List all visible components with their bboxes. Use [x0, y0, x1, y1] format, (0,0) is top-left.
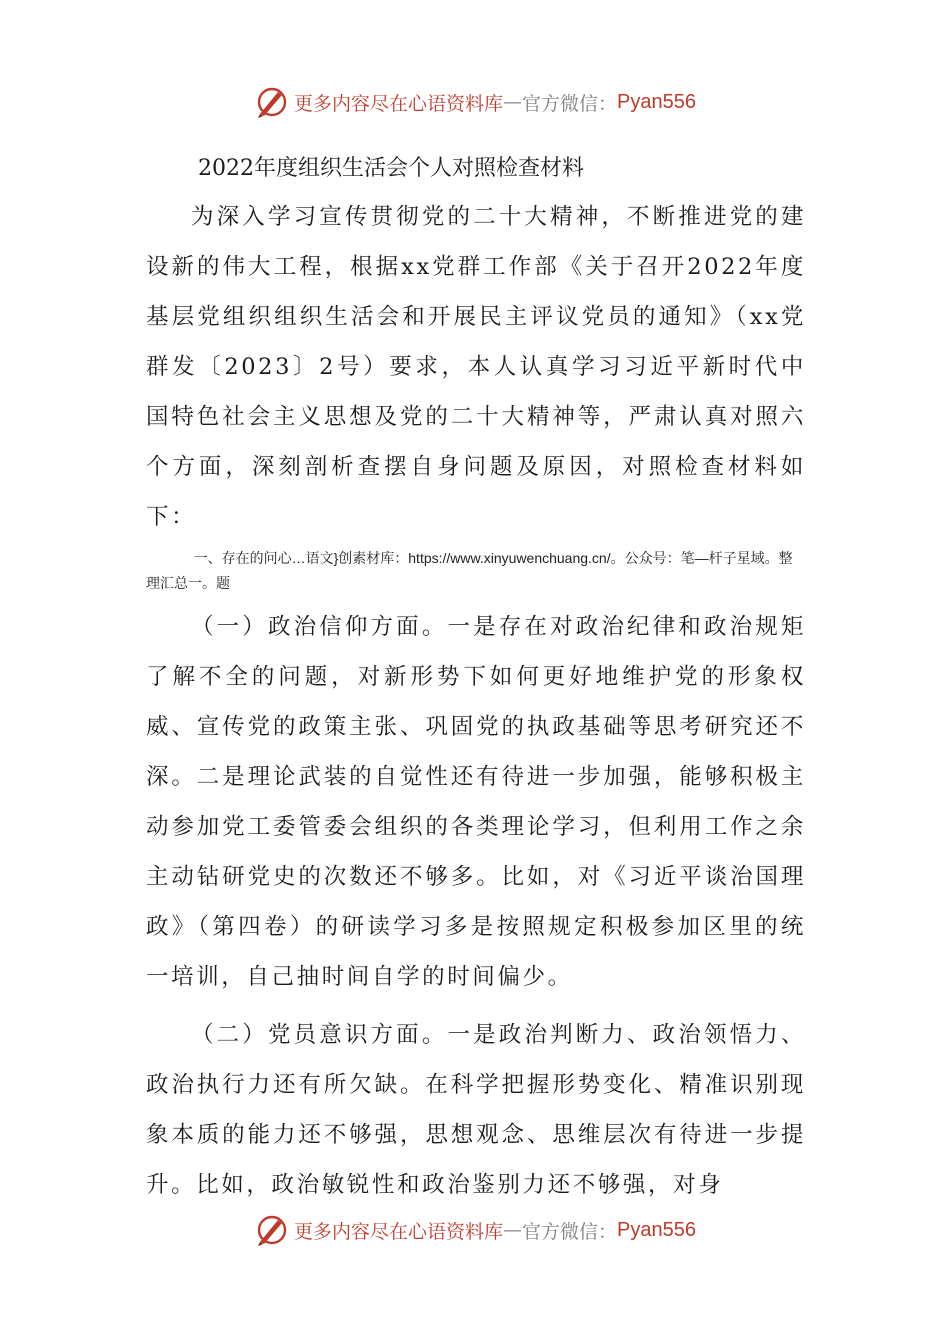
banner-main-text: 更多内容尽在心语资料库 — [294, 92, 504, 115]
header-banner — [0, 82, 950, 122]
intro-paragraph: 为深入学习宣传贯彻党的二十大精神，不断推进党的建设新的伟大工程，根据xx党群工作部《关于召开2022年度基层党组织组织生活会和开展民主评议党员的通知》（xx党群发〔2023〕2号）要求，本人认真学习习近平新时代中国特色社会主义思想及党的二十大精神等，严肃认真对照六个方面，深刻剖析查摆自身问题及原因，对照检查材料如下： — [146, 204, 806, 530]
banner-wechat-id: Pyan556 — [617, 90, 696, 113]
watermark-note: 一、存在的问心…语文}创素材库：https://www.xinyuwenchuang.cn/。公众号：笔—杆子星域。整理汇总一。题 — [146, 550, 793, 591]
document-title: 2022年度组织生活会个人对照检查材料 — [198, 156, 584, 181]
footer-banner — [0, 1210, 950, 1250]
banner-wechat-label: 官方微信： — [522, 1220, 618, 1243]
banner-wechat-id: Pyan556 — [617, 1218, 696, 1241]
banner-separator: — — [503, 91, 523, 113]
section-political-belief: （一）政治信仰方面。一是存在对政治纪律和政治规矩了解不全的问题，对新形势下如何更好地维护党的形象权威、宣传党的政策主张、巩固党的执政基础等思考研究还不深。二是理论武装的自觉性还有待进一步加强，能够积极主动参加党工委管委会组织的各类理论学习，但利用工作之余主动钻研党史的次数还不够多。比如，对《习近平谈治国理政》（第四卷）的研读学习多是按照规定积极参加区里的统一培训，自己抽时间自学的时间偏少。 — [146, 614, 806, 990]
pen-logo-icon — [254, 1212, 290, 1248]
banner-separator: — — [503, 1219, 523, 1241]
banner-wechat-label: 官方微信： — [522, 92, 618, 115]
banner-main-text: 更多内容尽在心语资料库 — [294, 1220, 504, 1243]
pen-logo-icon — [254, 84, 290, 120]
document-body — [146, 148, 806, 1210]
section-party-awareness: （二）党员意识方面。一是政治判断力、政治领悟力、政治执行力还有所欠缺。在科学把握形势变化、精准识别现象本质的能力还不够强，思想观念、思维层次有待进一步提升。比如，政治敏锐性和政治鉴别力还不够强，对身 — [146, 1022, 806, 1198]
